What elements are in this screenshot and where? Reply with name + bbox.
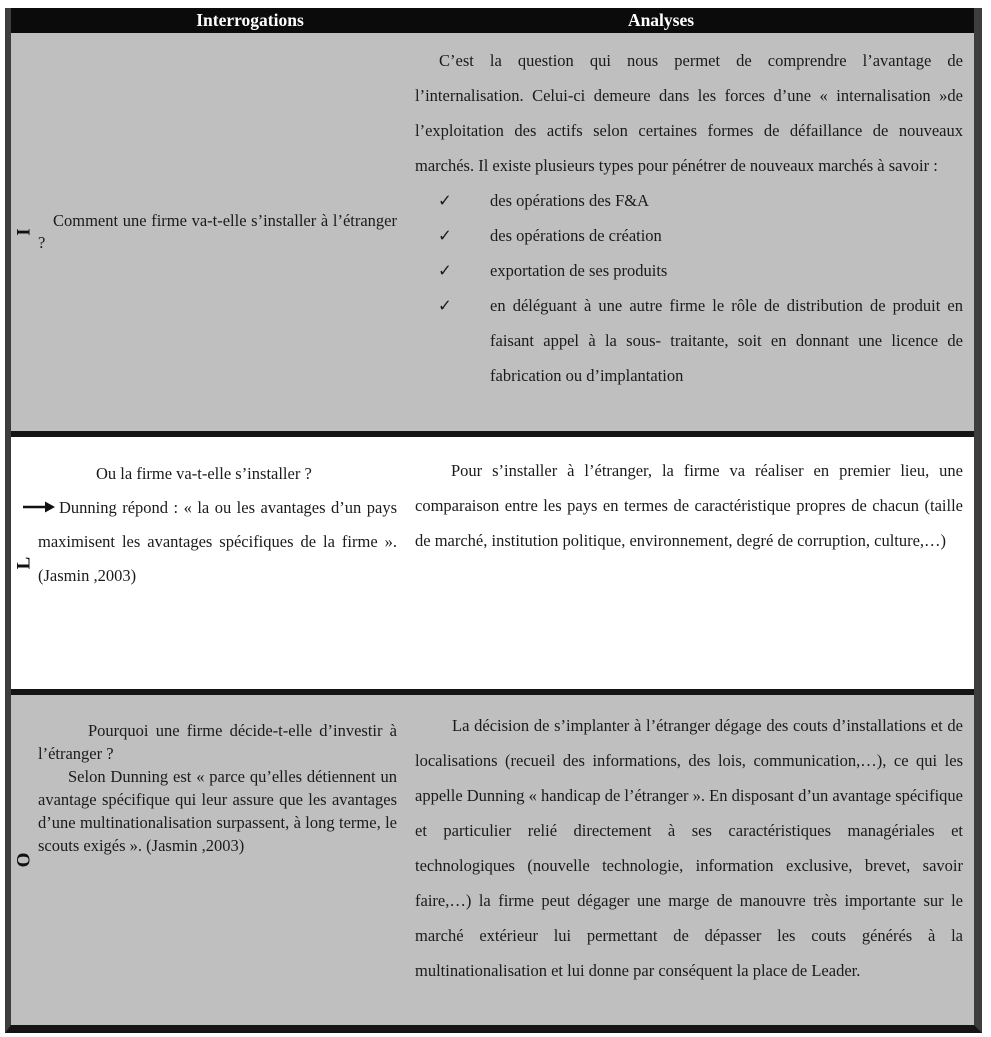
table-row-internalisation <box>11 33 974 431</box>
interrogation-text: Comment une firme va-t-elle s’installer à l’étranger ? <box>38 211 397 252</box>
header-interrogations: Interrogations <box>196 10 304 30</box>
analysis-cell <box>405 33 974 431</box>
check-icon: ✓ <box>438 261 452 280</box>
list-item-text: des opérations des F&A <box>490 191 650 210</box>
list-item <box>438 288 963 393</box>
header-analyses: Analyses <box>627 10 695 30</box>
interrogation-cell <box>38 437 405 689</box>
oli-comparison-table <box>5 8 982 1033</box>
arrow-right-icon <box>23 501 55 513</box>
list-item-text: des opérations de création <box>490 226 662 245</box>
analysis-paragraph: Pour s’installer à l’étranger, la firme va réaliser en premier lieu, une comparaison entre les pays en termes de caractéristique propres de chacun (taille de marché, institution politique, environnement, degré de corruption, culture,…) <box>415 461 963 550</box>
interrogation-cell <box>38 695 405 1025</box>
table-row-ownership <box>11 695 974 1025</box>
row-letter-o: O <box>13 852 35 868</box>
check-icon: ✓ <box>438 296 452 315</box>
table-row-localisation <box>11 437 974 689</box>
list-item <box>438 253 963 288</box>
analysis-cell <box>405 437 974 689</box>
list-item <box>438 183 963 218</box>
interrogation-answer: Selon Dunning est « parce qu’elles détiennent un avantage spécifique qui leur assure que les avantages d’une multinationalisation surpassent, à long terme, le scouts exigés ». (Jasmin ,2003) <box>38 767 397 855</box>
row-letter-i: I <box>13 228 35 236</box>
list-item <box>438 218 963 253</box>
check-icon: ✓ <box>438 191 452 210</box>
row-label-cell <box>11 33 38 431</box>
entry-modes-list <box>415 183 963 393</box>
analysis-paragraph: C’est la question qui nous permet de comprendre l’avantage de l’internalisation. Celui-ci demeure dans les forces d’une « internalisation »de l’exploitation des actifs selon certaines formes de défaillance de nouveaux marchés. Il existe plusieurs types pour pénétrer de nouveaux marchés à savoir : <box>415 51 963 175</box>
interrogation-text: Pourquoi une firme décide-t-elle d’investir à l’étranger ? <box>38 721 397 763</box>
row-label-cell <box>11 437 38 689</box>
row-letter-l: L <box>13 556 35 570</box>
interrogation-cell <box>38 33 405 431</box>
interrogation-answer-text: Dunning répond : « la ou les avantages d’un pays maximisent les avantages spécifiques de la firme ». (Jasmin ,2003) <box>38 498 397 585</box>
row-label-cell <box>11 695 38 1025</box>
interrogation-text: Ou la firme va-t-elle s’installer ? <box>96 464 312 483</box>
list-item-text: exportation de ses produits <box>490 261 668 280</box>
check-icon: ✓ <box>438 226 452 245</box>
list-item-text: en déléguant à une autre firme le rôle de distribution de produit en faisant appel à la sous- traitante, soit en donnant une licence de fabrication ou d’implantation <box>490 296 963 385</box>
table-header-row <box>11 8 974 33</box>
analysis-cell <box>405 695 974 1025</box>
analysis-paragraph: La décision de s’implanter à l’étranger dégage des couts d’installations et de localisations (recueil des informations, des lois, communication,…), ce qui les appelle Dunning « handicap de l’étranger ». En disposant d’un avantage spécifique et particulier relié directement à ses caractéristiques managériales et technologiques (nouvelle technologie, information exclusive, brevet, savoir faire,…) la firme peut dégager une marge de manouvre très importante sur le marché extérieur lui permettant de dépasser les couts générés à la multinationalisation et lui donne par conséquent la place de Leader. <box>415 716 963 980</box>
interrogation-answer <box>38 491 397 593</box>
